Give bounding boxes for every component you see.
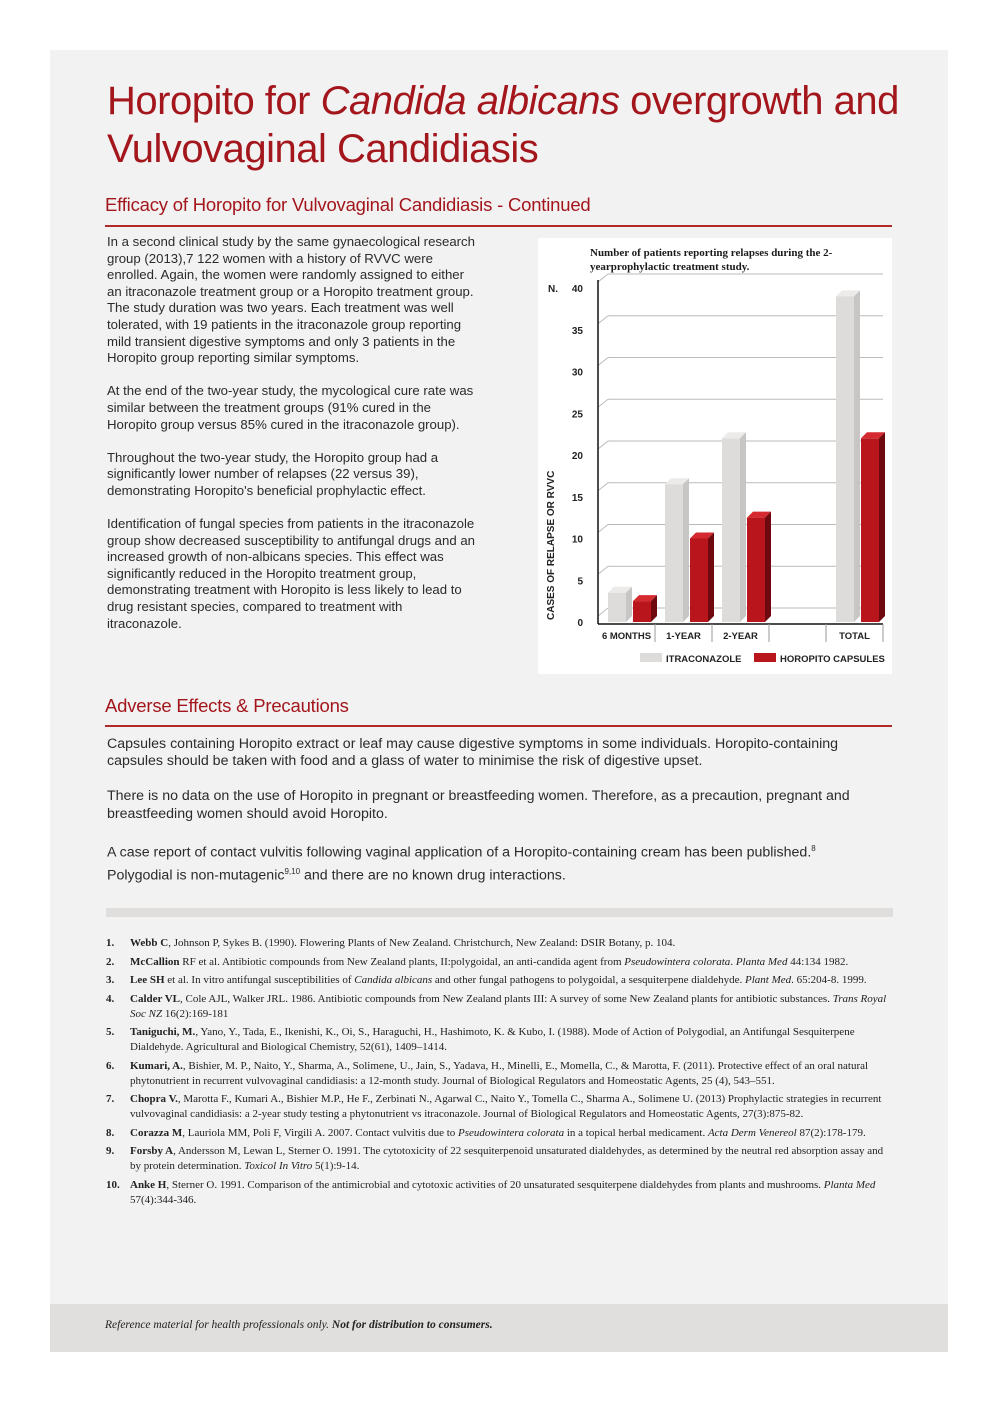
text: and there are no known drug interactions. bbox=[300, 867, 566, 884]
chart-title: Number of patients reporting relapses during the 2-yearprophylactic treatment study. bbox=[590, 247, 833, 273]
reference-text: Anke H, Sterner O. 1991. Comparison of the antimicrobial and cytotoxic activities of 20 unsaturated sesquiterpene dialdehydes from plants and mushrooms. Planta Med 57(4):344-346. bbox=[130, 1178, 876, 1206]
title-text: Horopito for bbox=[107, 79, 321, 123]
citation-superscript: 8 bbox=[811, 844, 816, 854]
paragraph: At the end of the two-year study, the mycological cure rate was similar between the treatment groups (91% cured in the Horopito group versus 85% cured in the itraconazole group). bbox=[107, 383, 474, 432]
reference-author: Taniguchi, M. bbox=[130, 1026, 196, 1038]
bar-side bbox=[765, 512, 771, 622]
gridline bbox=[598, 525, 608, 533]
bar-itraconazole bbox=[665, 484, 683, 622]
x-tick-label: 2-YEAR bbox=[723, 631, 758, 642]
y-tick-label: 40 bbox=[571, 284, 583, 295]
reference-author: Corazza M bbox=[130, 1126, 183, 1139]
bar-itraconazole bbox=[836, 296, 854, 622]
reference-number: 8. bbox=[106, 1126, 115, 1139]
text: A case report of contact vulvitis following vaginal application of a Horopito-containing cream has been published. bbox=[107, 845, 812, 862]
reference-number: 4. bbox=[106, 992, 115, 1005]
reference-number: 5. bbox=[106, 1026, 115, 1038]
divider-bar bbox=[106, 908, 893, 917]
title-italic-text: Candida albicans bbox=[320, 79, 620, 123]
bar-side bbox=[708, 533, 714, 623]
adverse-body-text bbox=[107, 736, 897, 902]
reference-text: Lee SH et al. In vitro antifungal susceptibilities of Candida albicans and other fungal pathogens to polygoidal, a sesquiterpene dialdehyde. Plant Med. 65:204-8. 1999. bbox=[130, 974, 867, 986]
reference-text: Calder VL, Cole AJL, Walker JRL. 1986. Antibiotic compounds from New Zealand plants III: A survey of some New Zealand plants for antibiotic substances. Trans Royal Soc NZ 16(2):169-181 bbox=[130, 992, 887, 1020]
citation-superscript: 9,10 bbox=[284, 866, 301, 876]
title-text-end: overgrowth and Vulvovaginal Candidiasis bbox=[107, 79, 899, 171]
reference-author: Calder VL bbox=[130, 992, 181, 1005]
reference-text: Kumari, A., Bishier, M. P., Naito, Y., Sharma, A., Solimene, U., Jain, S., Yadava, H., Minelli, E., Momella, C., & Marotta, F. (2011). Protective effect of an oral natural phytonutrient in recurrent vulvovaginal candidiasis: a 12-month study. Journal of Biological Regulators and Homeostatic Agents, 25 (4), 543–551. bbox=[130, 1059, 869, 1087]
reference-text: Corazza M, Lauriola MM, Poli F, Virgili A. 2007. Contact vulvitis due to Pseudowintera colorata in a topical herbal medicament. Acta Derm Venereol 87(2):178-179. bbox=[130, 1126, 866, 1139]
y-unit-label: N. bbox=[548, 284, 558, 295]
reference-number: 2. bbox=[106, 955, 115, 968]
section-divider bbox=[105, 725, 892, 727]
gridline bbox=[598, 274, 608, 282]
bar-itraconazole bbox=[722, 438, 740, 622]
gridline bbox=[598, 441, 608, 449]
reference-item bbox=[106, 1059, 896, 1089]
gridline bbox=[598, 566, 608, 574]
y-tick-label: 5 bbox=[577, 576, 583, 588]
reference-author: Lee SH bbox=[130, 974, 165, 986]
reference-number: 6. bbox=[106, 1059, 115, 1072]
y-tick-label: 30 bbox=[571, 367, 583, 379]
reference-number: 1. bbox=[106, 937, 115, 949]
reference-item bbox=[106, 1025, 896, 1055]
page-title bbox=[107, 77, 907, 173]
chart-plot bbox=[538, 238, 892, 674]
x-tick-label: 1-YEAR bbox=[666, 631, 701, 642]
bar-side bbox=[854, 290, 860, 622]
reference-item bbox=[106, 955, 896, 970]
y-tick-label: 10 bbox=[571, 534, 583, 546]
legend-swatch bbox=[640, 653, 662, 662]
legend-swatch bbox=[754, 653, 776, 662]
reference-author: Forsby A bbox=[130, 1145, 174, 1157]
bar-horopito bbox=[861, 438, 879, 622]
paragraph: Throughout the two-year study, the Horopito group had a significantly lower number of relapses (22 versus 39), demonstrating Horopito's beneficial prophylactic effect. bbox=[107, 449, 439, 498]
bar-side bbox=[683, 478, 689, 622]
page-card bbox=[50, 50, 948, 1352]
reference-author: McCallion bbox=[130, 955, 180, 968]
paragraph bbox=[107, 840, 897, 884]
legend-label: ITRACONAZOLE bbox=[666, 654, 742, 665]
y-tick-label: 35 bbox=[571, 325, 583, 337]
paragraph: Identification of fungal species from patients in the itraconazole group show decreased susceptibility to antifungal drugs and an increased growth of non-albicans species. This effect was significantly reduced in the Horopito treatment group, demonstrating treatment with Horopito is less likely to lead to drug resistant species, compared to treatment with itraconazole. bbox=[107, 516, 476, 631]
reference-number: 3. bbox=[106, 974, 115, 986]
reference-text: Forsby A, Andersson M, Lewan L, Sterner O. 1991. The cytotoxicity of 22 sesquiterpenoid unsaturated dialdehydes, as determined by the neutral red absorption assay and by protein determination. Toxicol In Vitro 5(1):9-14. bbox=[130, 1145, 884, 1172]
paragraph: There is no data on the use of Horopito in pregnant or breastfeeding women. Therefore, as a precaution, pregnant and breastfeeding women should avoid Horopito. bbox=[107, 788, 850, 822]
y-tick-label: 0 bbox=[577, 618, 583, 629]
reference-author: Webb C bbox=[130, 937, 169, 949]
reference-text: Taniguchi, M., Yano, Y., Tada, E., Ikenishi, K., Oi, S., Haraguchi, H., Hashimoto, K. & Kubo, I. (1988). Mode of Action of Polygodial, an Antifungal Sesquiterpene Dialdehyde. Agricultural and Biological Chemistry, 52(61), 1409–1414. bbox=[130, 1026, 855, 1053]
footer-bold-text: Not for distribution to consumers. bbox=[331, 1319, 493, 1331]
reference-author: Anke H bbox=[130, 1178, 167, 1191]
paragraph: Capsules containing Horopito extract or leaf may cause digestive symptoms in some individuals. Horopito-containing capsules should be taken with food and a glass of water to minimise the risk of digestive upset. bbox=[107, 736, 839, 770]
reference-text: McCallion RF et al. Antibiotic compounds from New Zealand plants, II:polygoidal, an anti-candida agent from Pseudowintera colorata. Planta Med 44:134 1982. bbox=[130, 955, 849, 968]
reference-author: Chopra V. bbox=[130, 1093, 178, 1105]
gridline bbox=[598, 316, 608, 324]
reference-item bbox=[106, 1126, 896, 1141]
y-tick-label: 15 bbox=[571, 492, 583, 504]
paragraph: In a second clinical study by the same gynaecological research group (2013),7 122 women with a history of RVVC were enrolled. Again, the women were randomly assigned to either an itraconazole treatment group or a Horopito treatment group. The study duration was two years. Each treatment was well tolerated, with 19 patients in the itraconazole group reporting mild transient digestive symptoms and only 3 patients in the Horopito group reporting similar symptoms. bbox=[107, 234, 475, 366]
bar-horopito bbox=[747, 518, 765, 622]
reference-item bbox=[106, 1144, 896, 1174]
reference-number: 10. bbox=[106, 1178, 120, 1191]
reference-text: Webb C, Johnson P, Sykes B. (1990). Flowering Plants of New Zealand. Christchurch, New Zealand: DSIR Botany, p. 104. bbox=[130, 937, 676, 949]
legend-label: HOROPITO CAPSULES bbox=[780, 654, 885, 665]
bar-side bbox=[740, 432, 746, 622]
reference-author: Kumari, A. bbox=[130, 1059, 183, 1072]
efficacy-section-heading: Efficacy of Horopito for Vulvovaginal Candidiasis - Continued bbox=[105, 194, 591, 215]
bar-itraconazole bbox=[608, 593, 626, 622]
efficacy-body-text bbox=[107, 234, 477, 649]
reference-item bbox=[106, 1178, 896, 1208]
gridline bbox=[598, 608, 608, 616]
footer-text: Reference material for health professionals only. bbox=[105, 1319, 332, 1331]
y-axis-label: CASES OF RELAPSE OR RVVC bbox=[546, 470, 557, 620]
x-tick-label: TOTAL bbox=[839, 631, 870, 642]
footer bbox=[50, 1304, 948, 1352]
x-tick-label: 6 MONTHS bbox=[601, 631, 652, 642]
section-divider bbox=[105, 225, 892, 227]
reference-number: 7. bbox=[106, 1093, 115, 1105]
relapse-bar-chart bbox=[538, 238, 892, 674]
references-list bbox=[106, 936, 896, 1211]
reference-item bbox=[106, 1092, 896, 1122]
bar-horopito bbox=[690, 539, 708, 623]
reference-item bbox=[106, 973, 896, 988]
footer-disclaimer bbox=[105, 1319, 493, 1331]
y-tick-label: 20 bbox=[571, 451, 583, 462]
adverse-section-heading: Adverse Effects & Precautions bbox=[105, 695, 349, 716]
y-tick-label: 25 bbox=[571, 409, 583, 421]
gridline bbox=[598, 483, 608, 491]
reference-item bbox=[106, 992, 896, 1022]
reference-item bbox=[106, 936, 896, 951]
reference-number: 9. bbox=[106, 1145, 115, 1157]
reference-text: Chopra V., Marotta F., Kumari A., Bishier M.P., He F., Zerbinati N., Agarwal C., Naito Y., Tomella C., Sharma A., Solimene U. (2013) Prophylactic strategies in recurrent vulvovaginal candidiasis: a 2-year study testing a phytonutrient vs itraconazole. Journal of Biological Regulators and Homeostatic Agents, 27(3):875-82. bbox=[130, 1093, 882, 1120]
bar-side bbox=[626, 587, 632, 622]
gridline bbox=[598, 399, 608, 407]
text: Polygodial is non-mutagenic bbox=[107, 867, 285, 884]
bar-horopito bbox=[633, 601, 651, 622]
bar-side bbox=[879, 432, 885, 622]
gridline bbox=[598, 358, 608, 366]
